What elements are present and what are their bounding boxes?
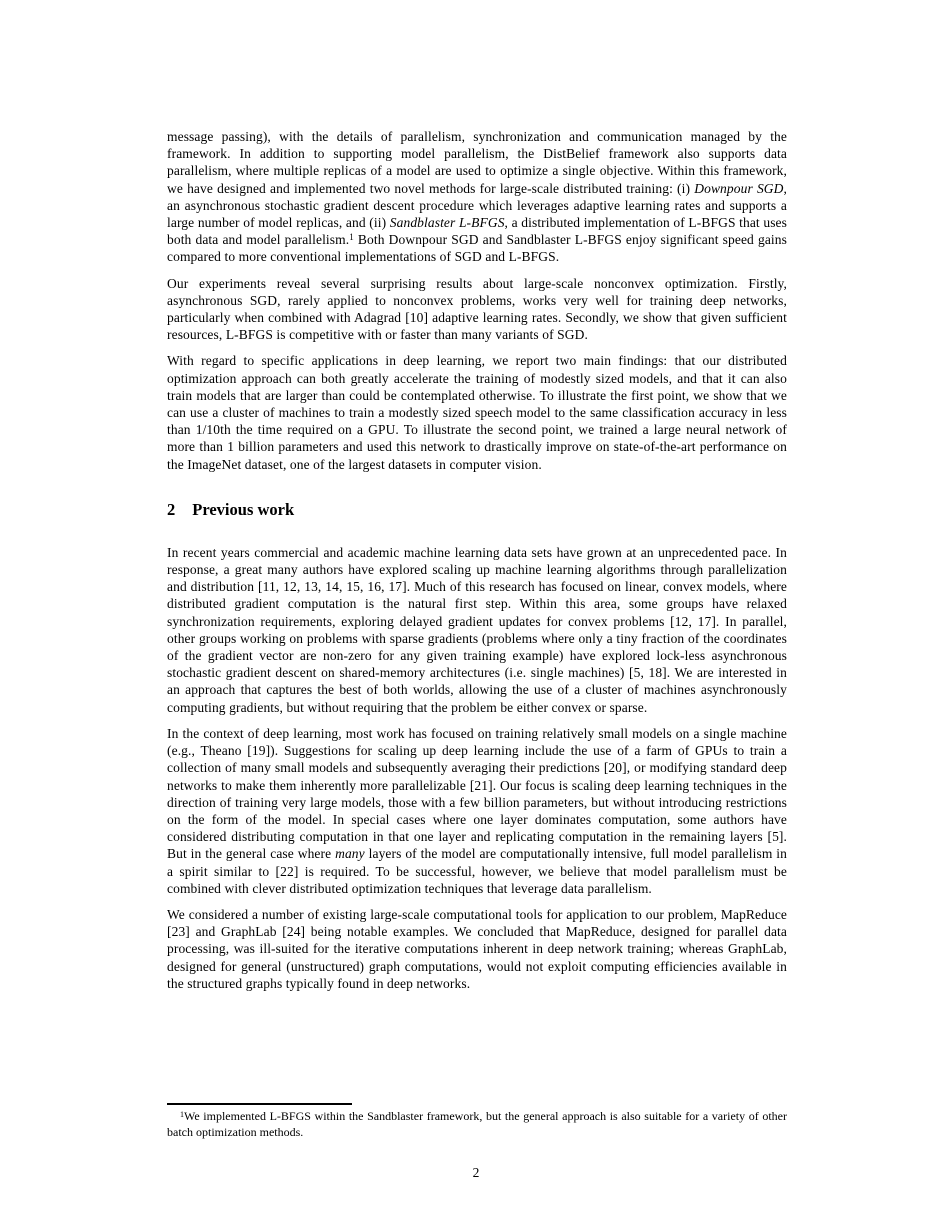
section-number: 2 [167, 499, 176, 519]
paragraph-intro-1: message passing), with the details of parallelism, synchronization and communication managed by the framework. In addition to supporting model parallelism, the DistBelief framework also supports data parallelism, where multiple replicas of a model are used to optimize a single objective. Within this framework, we have designed and implemented two novel methods for large-scale distributed training: (i) Downpour SGD, an asynchronous stochastic gradient descent procedure which leverages adaptive learning rates and supports a large number of model replicas, and (ii) Sandblaster L-BFGS, a distributed implementation of L-BFGS that uses both data and model parallelism.$^1$ Both Downpour SGD and Sandblaster L-BFGS enjoy significant speed gains compared to more conventional implementations of SGD and L-BFGS. [167, 129, 788, 265]
section-heading [167, 500, 787, 520]
paragraph-previous-work-2: In the context of deep learning, most work has focused on training relatively small models on a single machine (e.g., Theano [19]). Suggestions for scaling up deep learning include the use of a farm of GPUs to train a collection of many small models and subsequently averaging their predictions [20], or modifying standard deep networks to make them inherently more parallelizable [21]. Our focus is scaling deep learning techniques in the direction of training very large models, those with a few billion parameters, but without introducing restrictions on the form of the model. In special cases where one layer dominates computation, some authors have considered distributing computation in that one layer and replicating computation in the remaining layers [5]. But in the general case where many layers of the model are computationally intensive, full model parallelism in a spirit similar to [22] is required. To be successful, however, we believe that model parallelism must be combined with clever distributed optimization techniques that leverage data parallelism. [167, 725, 787, 896]
paragraph-previous-work-3: We considered a number of existing large-scale computational tools for application to our problem, MapReduce [23] and GraphLab [24] being notable examples. We concluded that MapReduce, designed for parallel data processing, was ill-suited for the iterative computations inherent in deep network training; whereas GraphLab, designed for general (unstructured) graph computations, would not exploit computing efficiencies available in the structured graphs typically found in deep networks. [167, 906, 787, 991]
section-title: Previous work [192, 499, 295, 519]
footnote-rule [167, 1103, 352, 1105]
text-column [167, 128, 787, 1001]
footnote-text [167, 1109, 787, 1140]
footnote-marker: 1 [180, 1109, 184, 1119]
paragraph-intro-3: With regard to specific applications in deep learning, we report two main findings: that our distributed optimization approach can both greatly accelerate the training of modestly sized models, and that it can also train models that are larger than could be contemplated otherwise. To illustrate the first point, we show that we can use a cluster of machines to train a modestly sized speech model to the same classification accuracy in less than 1/10th the time required on a GPU. To illustrate the second point, we trained a large neural network of more than 1 billion parameters and used this network to drastically improve on state-of-the-art performance on the ImageNet dataset, one of the largest datasets in computer vision. [167, 353, 787, 472]
footnote-body: We implemented L-BFGS within the Sandblaster framework, but the general approach is also suitable for a variety of other batch optimization methods. [167, 1109, 787, 1139]
page-number: 2 [472, 1165, 480, 1180]
footnote-block [167, 1103, 787, 1140]
paragraph-previous-work-1: In recent years commercial and academic machine learning data sets have grown at an unprecedented pace. In response, a great many authors have explored scaling up machine learning algorithms through parallelization and distribution [11, 12, 13, 14, 15, 16, 17]. Much of this research has focused on linear, convex models, where distributed gradient computation is the natural first step. Within this area, some groups have relaxed synchronization requirements, exploring delayed gradient updates for convex problems [12, 17]. In parallel, other groups working on problems with sparse gradients (problems where only a tiny fraction of the coordinates of the gradient vector are non-zero for any given training example) have explored lock-less asynchronous stochastic gradient descent on shared-memory architectures (i.e. single machines) [5, 18]. We are interested in an approach that captures the best of both worlds, allowing the use of a cluster of machines asynchronously computing gradients, but without requiring that the problem be either convex or sparse. [167, 544, 787, 715]
paragraph-intro-2: Our experiments reveal several surprising results about large-scale nonconvex optimization. Firstly, asynchronous SGD, rarely applied to nonconvex problems, works very well for training deep networks, particularly when combined with Adagrad [10] adaptive learning rates. Secondly, we show that given sufficient resources, L-BFGS is competitive with or faster than many variants of SGD. [167, 275, 787, 343]
